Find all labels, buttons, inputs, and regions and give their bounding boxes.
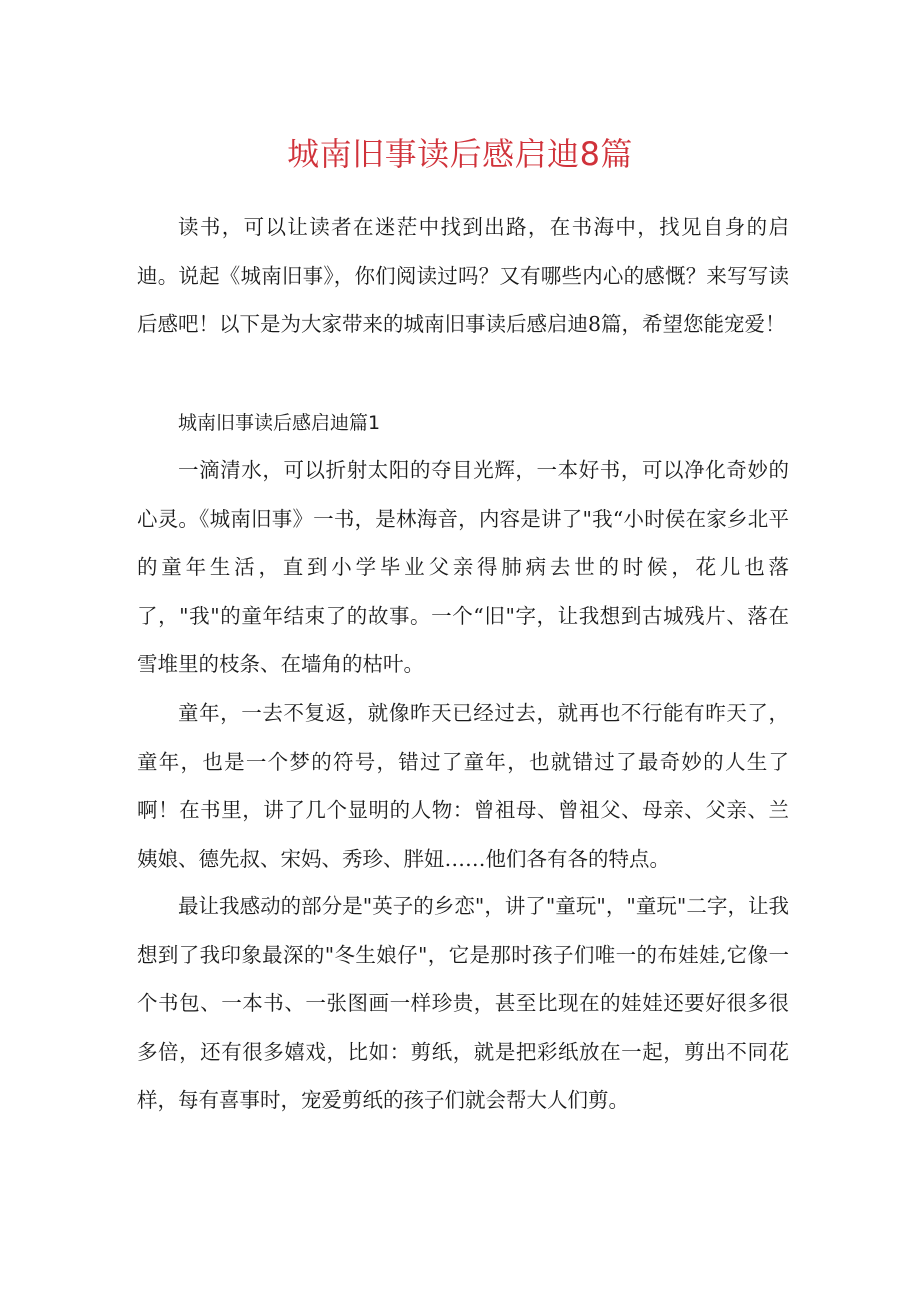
- intro-paragraph: 读书，可以让读者在迷茫中找到出路，在书海中，找见自身的启迪。说起《城南旧事》，你们阅读过吗？又有哪些内心的感慨？来写写读后感吧！以下是为大家带来的城南旧事读后感启迪8篇，希望您能宠爱！: [137, 215, 789, 336]
- body-paragraph: 最让我感动的部分是"英子的乡恋"，讲了"童玩"，"童玩"二字，让我想到了我印象最深的"冬生娘仔"，它是那时孩子们唯一的布娃娃,它像一个书包、一本书、一张图画一样珍贵，甚至比现在的娃娃还要好很多很多倍，还有很多嬉戏，比如：剪纸，就是把彩纸放在一起，剪出不同花样，每有喜事时，宠爱剪纸的孩子们就会帮大人们剪。: [137, 894, 789, 1112]
- document-title: 城南旧事读后感启迪8篇: [287, 135, 633, 173]
- body-paragraph: 一滴清水，可以折射太阳的夺目光辉，一本好书，可以净化奇妙的心灵。《城南旧事》一书，是林海音，内容是讲了"我“小时侯在家乡北平的童年生活，直到小学毕业父亲得肺病去世的时候，花儿也落了，"我"的童年结束了的故事。一个“旧"字，让我想到古城残片、落在雪堆里的枝条、在墙角的枯叶。: [137, 458, 789, 676]
- body-paragraph: 童年，一去不复返，就像昨天已经过去，就再也不行能有昨天了，童年，也是一个梦的符号，错过了童年，也就错过了最奇妙的人生了啊！在书里，讲了几个显明的人物：曾祖母、曾祖父、母亲、父亲、兰姨娘、德先叔、宋妈、秀珍、胖妞……他们各有各的特点。: [137, 701, 789, 871]
- section-heading: 城南旧事读后感启迪篇1: [178, 412, 381, 434]
